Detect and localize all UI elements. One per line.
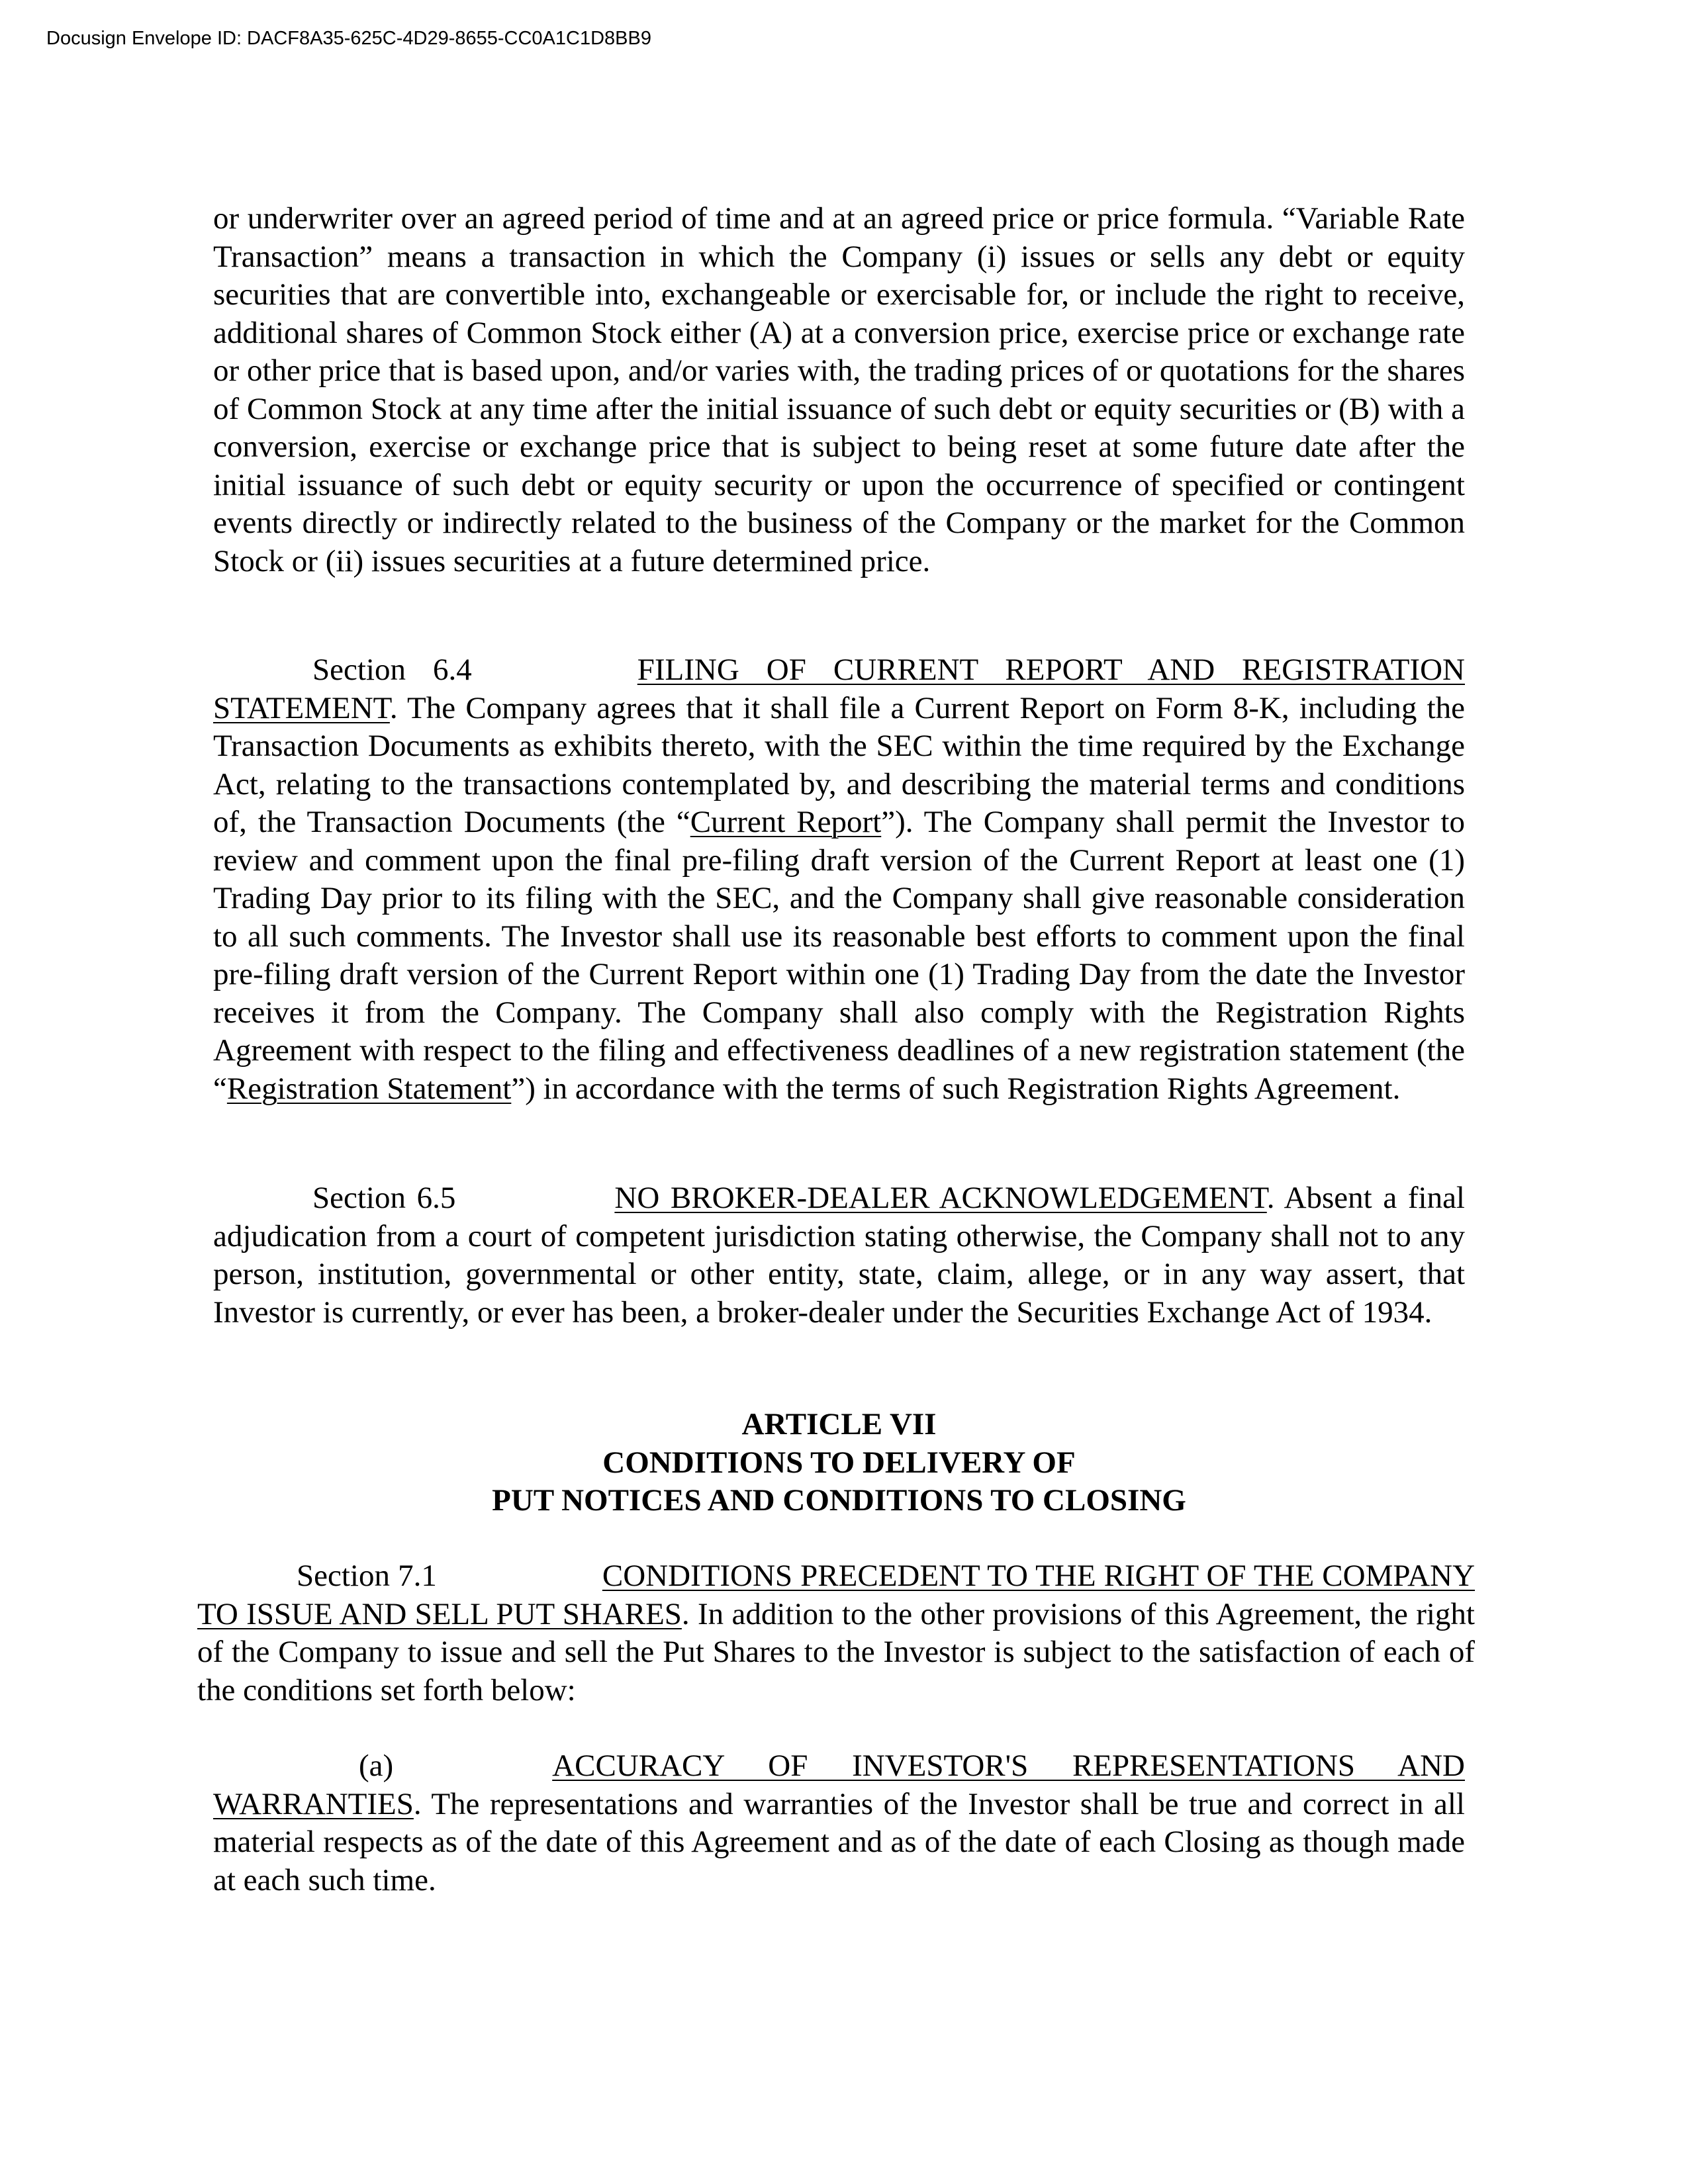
section-7-1-heading-line (197, 1557, 1475, 1596)
clause-a-heading: ACCURACY OF INVESTOR'S REPRESENTATIONS AND (552, 1749, 1465, 1783)
section-6-4-heading-cont: STATEMENT (213, 690, 390, 725)
section-6-4-heading-line (213, 651, 1465, 690)
defined-term-registration-statement: Registration Statement (226, 1071, 512, 1106)
section-7-1-heading: CONDITIONS PRECEDENT TO THE RIGHT OF THE COMPANY (602, 1559, 1476, 1593)
defined-term-current-report: Current Report (690, 805, 882, 839)
section-6-4 (213, 651, 1465, 1108)
section-6-5-heading: NO BROKER-DEALER ACKNOWLEDGEMENT (614, 1181, 1267, 1215)
article-7-subtitle-line-2: PUT NOTICES AND CONDITIONS TO CLOSING (492, 1483, 1186, 1518)
article-7-subtitle-line-1: CONDITIONS TO DELIVERY OF (602, 1445, 1076, 1480)
section-6-4-heading: FILING OF CURRENT REPORT AND REGISTRATION (637, 653, 1466, 687)
section-6-5-number: Section 6.5 (312, 1181, 456, 1215)
section-6-4-body: STATEMENT. The Company agrees that it shall file a Current Report on Form 8-K, including the Transaction Documents as exhibits thereto, with the SEC within the time required by the Exchange Act, relating to the transactions contemplated by, and describing the material terms and conditions of, the Transaction Documents (the “Current Report”). The Company shall permit the Investor to review and comment upon the final pre-filing draft version of the Current Report at least one (1) Trading Day prior to its filing with the SEC, and the Company shall give reasonable consideration to all such comments. The Investor shall use its reasonable best efforts to comment upon the final pre-filing draft version of the Current Report within one (1) Trading Day from the date the Investor receives it from the Company. The Company shall also comply with the Registration Rights Agreement with respect to the filing and effectiveness deadlines of a new registration statement (the “Registration Statement”) in accordance with the terms of such Registration Rights Agreement. (213, 690, 1465, 1106)
clause-a-body: WARRANTIES. The representations and warranties of the Investor shall be true and correct in all material respects as of the date of this Agreement and as of the date of each Closing as though made at each such time. (213, 1786, 1465, 1897)
article-7-heading (213, 1406, 1465, 1520)
section-7-1-number: Section 7.1 (297, 1559, 437, 1593)
docusign-envelope-id: Docusign Envelope ID: DACF8A35-625C-4D29-8655-CC0A1C1D8BB9 (46, 28, 651, 49)
clause-a-label: (a) (359, 1749, 394, 1783)
section-7-1-heading-cont: TO ISSUE AND SELL PUT SHARES (197, 1596, 682, 1631)
section-7-1 (197, 1557, 1475, 1709)
section-6-4-number: Section 6.4 (312, 653, 472, 687)
section-6-5-body: Section 6.5 NO BROKER-DEALER ACKNOWLEDGEMENT. Absent a final adjudication from a court of competent jurisdiction stating otherwise, the Company shall not to any person, institution, governmental or other entity, state, claim, allege, or in any way assert, that Investor is currently, or ever has been, a broker-dealer under the Securities Exchange Act of 1934. (213, 1181, 1465, 1330)
clause-a-heading-line (213, 1747, 1465, 1786)
clause-a-heading-cont: WARRANTIES (213, 1786, 414, 1821)
clause-a (213, 1747, 1465, 1899)
section-6-5 (213, 1179, 1465, 1332)
paragraph-variable-rate-transaction (213, 200, 1465, 580)
article-7-title: ARTICLE VII (741, 1407, 937, 1441)
section-7-1-body: TO ISSUE AND SELL PUT SHARES. In addition to the other provisions of this Agreement, the right of the Company to issue and sell the Put Shares to the Investor is subject to the satisfaction of each of the conditions set forth below: (197, 1596, 1475, 1707)
paragraph-1-text: or underwriter over an agreed period of time and at an agreed price or price formula. “Variable Rate Transaction” means a transaction in which the Company (i) issues or sells any debt or equity securities that are convertible into, exchangeable or exercisable for, or include the right to receive, additional shares of Common Stock either (A) at a conversion price, exercise price or exchange rate or other price that is based upon, and/or varies with, the trading prices of or quotations for the shares of Common Stock at any time after the initial issuance of such debt or equity securities or (B) with a conversion, exercise or exchange price that is subject to being reset at some future date after the initial issuance of such debt or equity security or upon the occurrence of specified or contingent events directly or indirectly related to the business of the Company or the market for the Common Stock or (ii) issues securities at a future determined price. (213, 201, 1465, 578)
